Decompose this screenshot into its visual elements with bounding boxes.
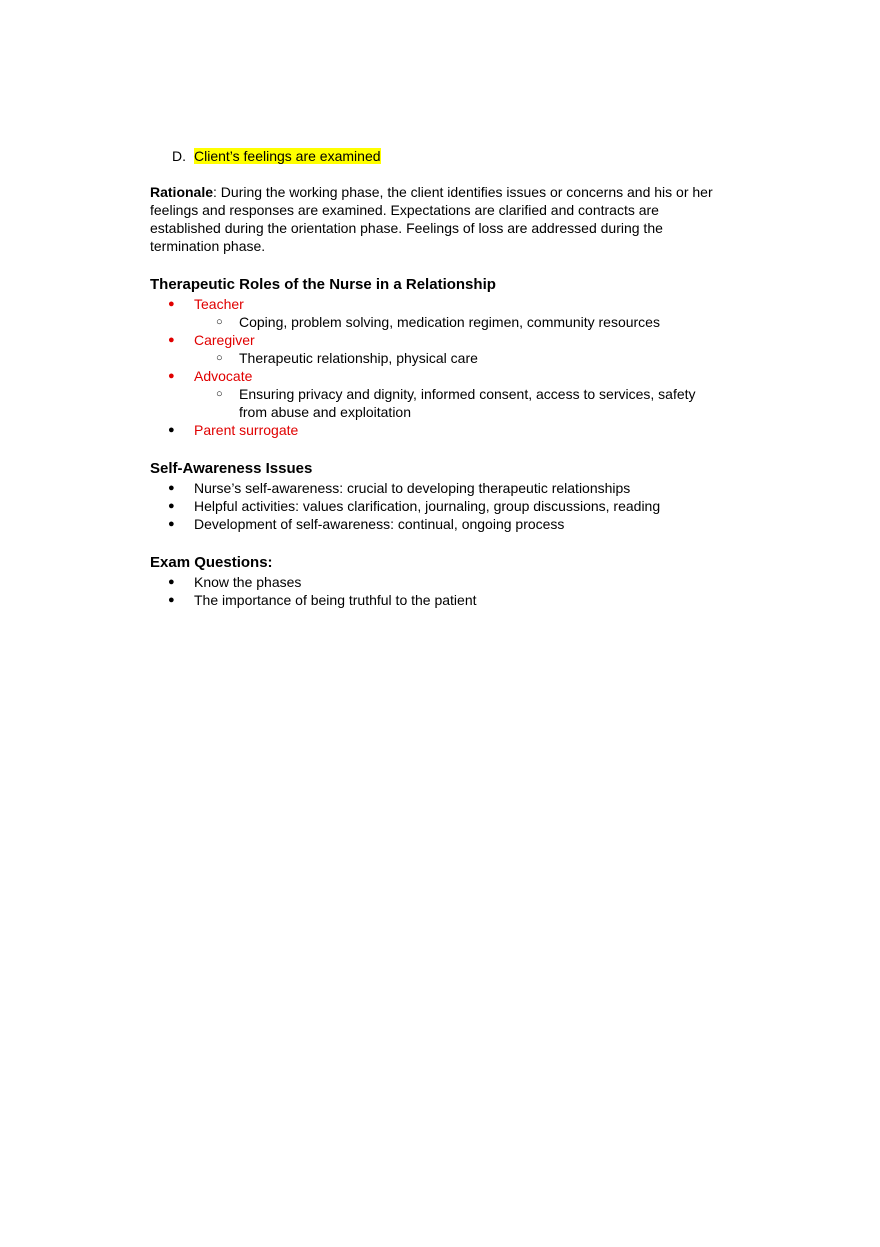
exam-questions-heading: Exam Questions:	[150, 554, 273, 571]
exam-question-item: Know the phases	[194, 574, 302, 590]
role-detail: Coping, problem solving, medication regimen, community resources	[239, 314, 660, 330]
list-item	[150, 591, 725, 609]
bullet-circle-icon: ○	[216, 316, 223, 328]
list-item	[150, 421, 725, 439]
rationale-text: : During the working phase, the client identifies issues or concerns and his or her feelings and responses are examined. Expectations are clarified and contracts are established during the orientation phase. Feelings of loss are addressed during the termination phase.	[150, 184, 713, 254]
self-awareness-item: Helpful activities: values clarification, journaling, group discussions, reading	[194, 498, 661, 514]
bullet-dot-icon: ●	[168, 298, 175, 310]
list-item	[150, 331, 725, 367]
list-item	[150, 573, 725, 591]
self-awareness-list	[150, 479, 725, 533]
roles-list	[150, 295, 725, 439]
bullet-circle-icon: ○	[216, 388, 223, 400]
answer-option	[172, 147, 725, 165]
role-label: Caregiver	[194, 332, 255, 348]
list-item	[150, 479, 725, 497]
role-sublist	[194, 385, 725, 421]
role-label: Advocate	[194, 368, 253, 384]
list-item	[194, 313, 725, 331]
exam-question-item: The importance of being truthful to the patient	[194, 592, 477, 608]
bullet-dot-icon: ●	[168, 482, 175, 494]
list-item	[150, 295, 725, 331]
exam-questions-list	[150, 573, 725, 609]
rationale-label: Rationale	[150, 184, 214, 200]
self-awareness-heading: Self-Awareness Issues	[150, 460, 313, 477]
bullet-dot-icon: ●	[168, 334, 175, 346]
answer-text-highlighted: Client’s feelings are examined	[194, 148, 381, 164]
list-item	[150, 515, 725, 533]
self-awareness-item: Nurse’s self-awareness: crucial to developing therapeutic relationships	[194, 480, 631, 496]
bullet-dot-icon: ●	[168, 594, 175, 606]
role-sublist	[194, 349, 725, 367]
list-item	[194, 349, 725, 367]
role-sublist	[194, 313, 725, 331]
bullet-dot-icon: ●	[168, 424, 175, 436]
role-label: Teacher	[194, 296, 244, 312]
bullet-dot-icon: ●	[168, 500, 175, 512]
bullet-dot-icon: ●	[168, 576, 175, 588]
bullet-dot-icon: ●	[168, 370, 175, 382]
role-label: Parent surrogate	[194, 422, 299, 438]
list-item	[150, 367, 725, 421]
answer-letter: D.	[172, 148, 186, 164]
list-item	[150, 497, 725, 515]
bullet-circle-icon: ○	[216, 352, 223, 364]
roles-heading: Therapeutic Roles of the Nurse in a Relationship	[150, 276, 496, 293]
role-detail: Ensuring privacy and dignity, informed consent, access to services, safety from abuse and exploitation	[239, 386, 696, 420]
bullet-dot-icon: ●	[168, 518, 175, 530]
list-item	[194, 385, 725, 421]
rationale-paragraph	[150, 183, 725, 255]
self-awareness-item: Development of self-awareness: continual, ongoing process	[194, 516, 565, 532]
document-content	[150, 147, 725, 609]
role-detail: Therapeutic relationship, physical care	[239, 350, 478, 366]
